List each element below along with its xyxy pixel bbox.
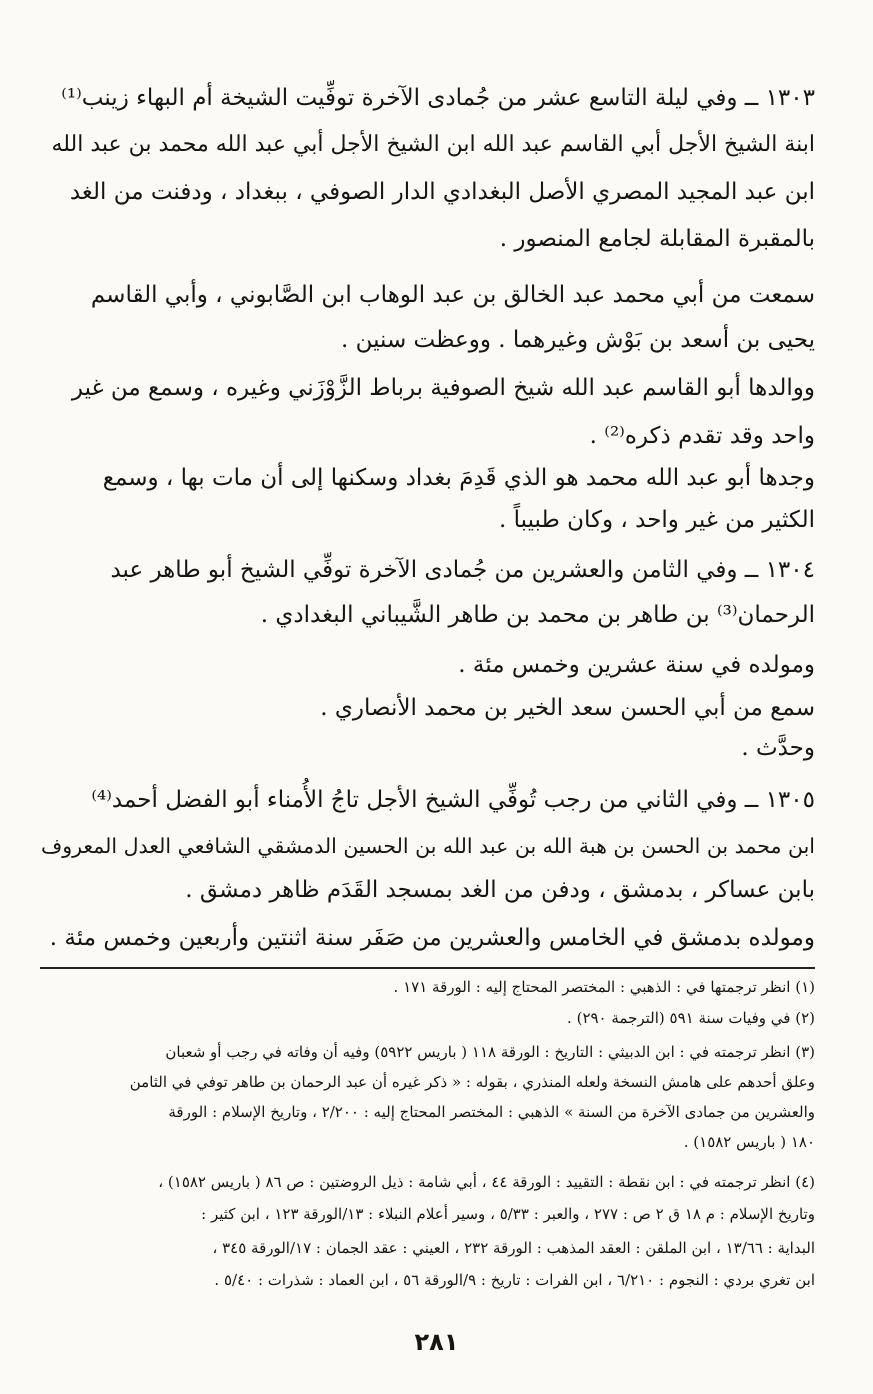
text-line: سمعت من أبي محمد عبد الخالق بن عبد الوهاب ابن الصَّابوني ، وأبي القاسم (90, 282, 815, 308)
text-line: ١٣٠٣ ــ وفي ليلة التاسع عشر من جُمادى الآخرة توفِّيت الشيخة أم البهاء زينب⁽¹⁾ (61, 85, 815, 111)
footnote-line: ابن تغري بردي : النجوم : ٦/٢١٠ ، ابن الفرات : تاريخ : ٩/الورقة ٥٦ ، ابن العماد : شذرات : ٥/٤٠ . (214, 1271, 815, 1289)
text-line: ابن محمد بن الحسن بن هبة الله بن عبد الله بن الحسين الدمشقي الشافعي العدل المعروف (40, 834, 815, 858)
text-line: الكثير من غير واحد ، وكان طبيباً . (499, 507, 815, 533)
text-line: يحيى بن أسعد بن بَوْش وغيرهما . ووعظت سنين . (340, 327, 815, 353)
footnote-line: (٣) انظر ترجمته في : ابن الدبيثي : التاريخ : الورقة ١١٨ ( باريس ٥٩٢٢) وفيه أن وفاته في رجب أو شعبان (165, 1043, 815, 1061)
text-line: بابن عساكر ، بدمشق ، ودفن من الغد بمسجد القَدَم ظاهر دمشق . (185, 877, 815, 903)
footnote-divider (40, 967, 815, 969)
text-line: ابن عبد المجيد المصري الأصل البغدادي الدار الصوفي ، ببغداد ، ودفنت من الغد (69, 179, 815, 205)
text-line: ومولده بدمشق في الخامس والعشرين من صَفَر سنة اثنتين وأربعين وخمس مئة . (49, 925, 815, 951)
text-line: ١٣٠٤ ــ وفي الثامن والعشرين من جُمادى الآخرة توفِّي الشيخ أبو طاهر عبد (110, 557, 815, 583)
text-line: سمع من أبي الحسن سعد الخير بن محمد الأنصاري . (320, 695, 815, 721)
footnote-line: البداية : ١٣/٦٦ ، ابن الملقن : العقد المذهب : الورقة ٢٣٢ ، العيني : عقد الجمان : ١٧/الورقة ٣٤٥ ، (212, 1239, 815, 1257)
text-line: ومولده في سنة عشرين وخمس مئة . (458, 652, 815, 678)
text-line: وجدها أبو عبد الله محمد هو الذي قَدِمَ بغداد وسكنها إلى أن مات بها ، وسمع (102, 465, 815, 491)
footnote-line: (١) انظر ترجمتها في : الذهبي : المختصر المحتاج إليه : الورقة ١٧١ . (393, 978, 815, 996)
text-line: ابنة الشيخ الأجل أبي القاسم عبد الله ابن الشيخ الأجل أبي عبد الله محمد بن عبد الله (51, 132, 815, 157)
footnote-line: (٢) في وفيات سنة ٥٩١ (الترجمة ٢٩٠) . (567, 1009, 815, 1027)
text-line: الرحمان⁽³⁾ بن طاهر بن محمد بن طاهر الشَّيباني البغدادي . (260, 602, 815, 628)
footnote-line: وتاريخ الإسلام : م ١٨ ق ٢ ص : ٢٧٧ ، والعبر : ٥/٣٣ ، وسير أعلام النبلاء : ١٣/الورقة ١٢٣ ، ابن كثير : (201, 1205, 815, 1223)
text-line: ووالدها أبو القاسم عبد الله شيخ الصوفية برباط الزَّوْزَني وغيره ، وسمع من غير (71, 375, 815, 401)
text-line: ١٣٠٥ ــ وفي الثاني من رجب تُوفِّي الشيخ الأجل تاجُ الأُمناء أبو الفضل أحمد⁽⁴⁾ (91, 787, 815, 813)
text-line: وحدَّث . (741, 735, 815, 761)
text-line: واحد وقد تقدم ذكره⁽²⁾ . (589, 423, 815, 449)
footnote-line: وعلق أحدهم على هامش النسخة ولعله المنذري ، بقوله : « ذكر غيره أن عبد الرحمان بن طاهر توفي في الثامن (129, 1073, 815, 1091)
page-number: ٢٨١ (414, 1328, 459, 1356)
footnote-line: (٤) انظر ترجمته في : ابن نقطة : التقييد : الورقة ٤٤ ، أبي شامة : ذيل الروضتين : ص ٨٦ ( باريس ١٥٨٢) ، (158, 1173, 815, 1191)
footnote-line: ١٨٠ ( باريس ١٥٨٢) . (683, 1133, 815, 1151)
footnote-line: والعشرين من جمادى الآخرة من السنة » الذهبي : المختصر المحتاج إليه : ٢/٢٠٠ ، وتاريخ الإسلام : الورقة (168, 1103, 815, 1121)
text-line: بالمقبرة المقابلة لجامع المنصور . (499, 226, 815, 252)
